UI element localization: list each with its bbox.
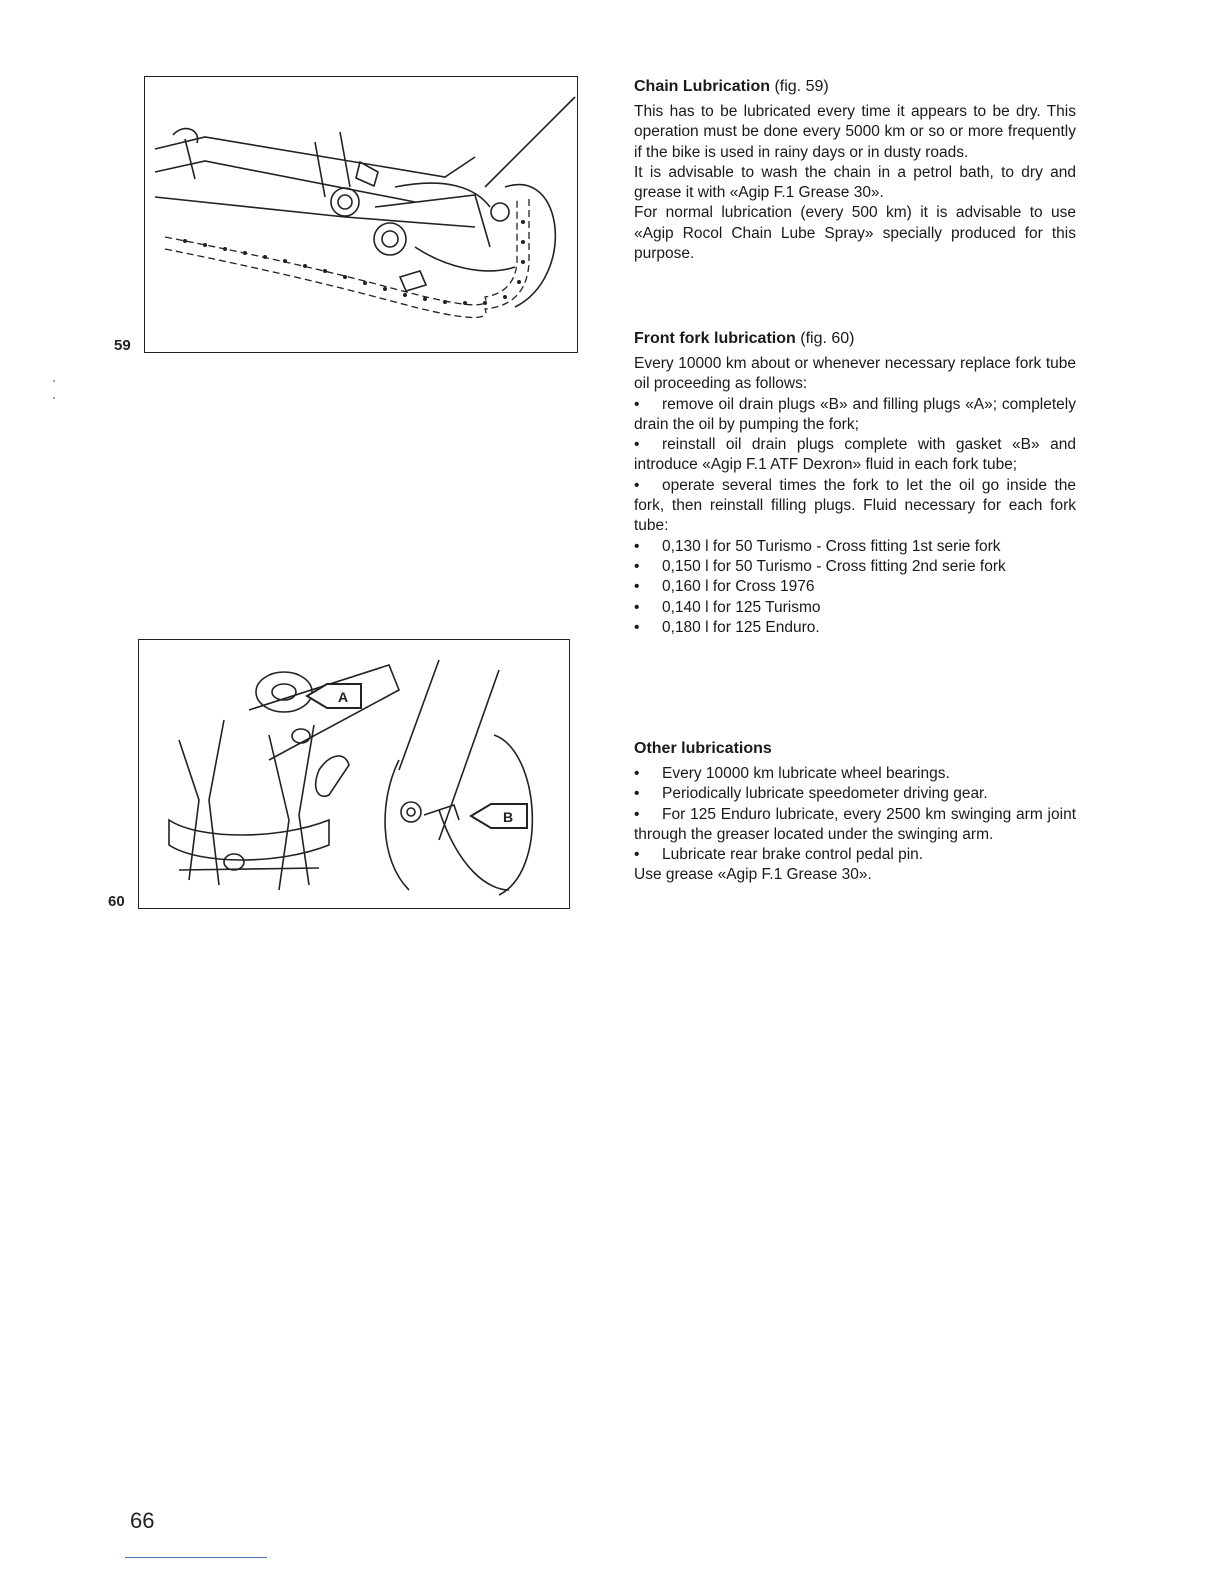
label-A-tag bbox=[307, 684, 361, 708]
label-B-tag bbox=[471, 804, 527, 828]
figure-59-number: 59 bbox=[114, 337, 131, 354]
list-item: • operate several times the fork to let the oil go inside the fork, then reinstall filling plugs. Fluid necessary for each fork tube: bbox=[634, 476, 1076, 535]
list-item: • remove oil drain plugs «B» and filling plugs «A»; completely drain the oil by pumping the fork; bbox=[634, 395, 1076, 433]
list-item: • 0,140 l for 125 Turismo bbox=[634, 598, 821, 616]
closing-note: Use grease «Agip F.1 Grease 30». bbox=[634, 866, 872, 884]
paragraph: Every 10000 km about or whenever necessary replace fork tube oil proceeding as follows: bbox=[634, 355, 1076, 393]
list-item: • 0,160 l for Cross 1976 bbox=[634, 578, 815, 596]
section-front-fork bbox=[634, 329, 1076, 638]
list-item: • 0,180 l for 125 Enduro. bbox=[634, 618, 820, 636]
paragraph: For normal lubrication (every 500 km) it is advisable to use «Agip Rocol Chain Lube Spray» specially produced for this purpose. bbox=[634, 204, 1076, 263]
figure-60-fork bbox=[138, 639, 570, 909]
section-title: Chain Lubrication (fig. 59) bbox=[634, 78, 829, 95]
list-item: • Periodically lubricate speedometer driving gear. bbox=[634, 785, 988, 803]
label-B: B bbox=[502, 809, 514, 825]
paragraph: It is advisable to wash the chain in a petrol bath, to dry and grease it with «Agip F.1 Grease 30». bbox=[634, 163, 1076, 202]
list-item: • 0,130 l for 50 Turismo - Cross fitting 1st serie fork bbox=[634, 537, 1001, 555]
fork-illustration bbox=[139, 640, 569, 908]
label-A: A bbox=[337, 689, 349, 705]
figure-59-chain bbox=[144, 76, 578, 353]
list-item: • Every 10000 km lubricate wheel bearings. bbox=[634, 765, 950, 782]
page-number: 66 bbox=[130, 1508, 155, 1533]
footer-rule bbox=[125, 1557, 267, 1558]
list-item: • reinstall oil drain plugs complete with gasket «B» and introduce «Agip F.1 ATF Dexron» fluid in each fork tube; bbox=[634, 436, 1076, 474]
section-other-lubrications bbox=[634, 739, 1076, 886]
section-title: Front fork lubrication (fig. 60) bbox=[634, 330, 855, 347]
section-chain-lubrication bbox=[634, 77, 1076, 264]
section-title: Other lubrications bbox=[634, 740, 772, 757]
paragraph: This has to be lubricated every time it appears to be dry. This operation must be done every 5000 km or so or more frequently if the bike is used in rainy days or in dusty roads. bbox=[634, 103, 1076, 161]
figure-60-number: 60 bbox=[108, 893, 125, 910]
list-item: • For 125 Enduro lubricate, every 2500 km swinging arm joint through the greaser located under the swinging arm. bbox=[634, 805, 1076, 843]
chain-illustration bbox=[145, 77, 577, 352]
list-item: • Lubricate rear brake control pedal pin. bbox=[634, 846, 924, 864]
list-item: • 0,150 l for 50 Turismo - Cross fitting 2nd serie fork bbox=[634, 557, 1006, 575]
